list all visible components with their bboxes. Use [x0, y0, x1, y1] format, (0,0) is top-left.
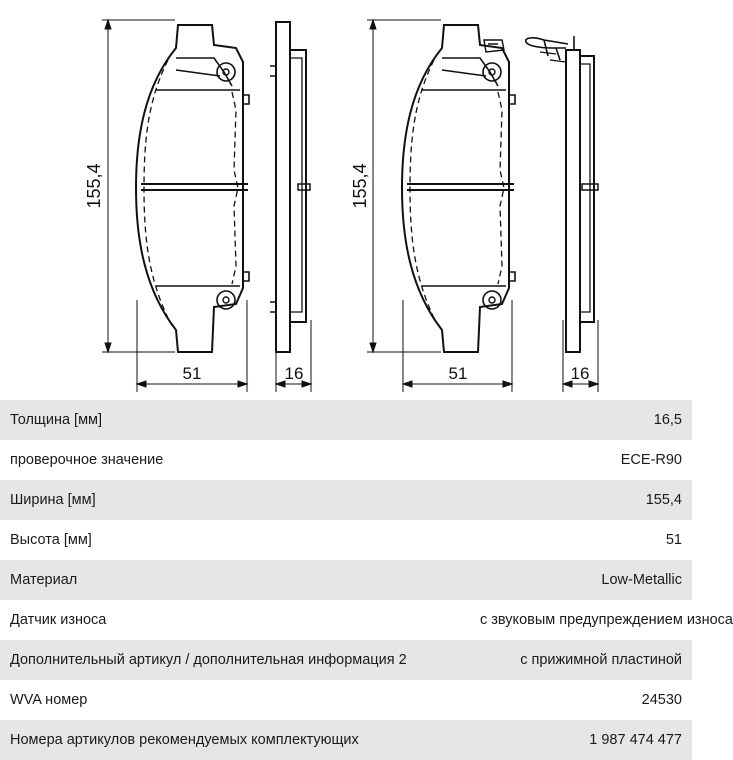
spec-row-thickness — [0, 400, 692, 440]
spec-label: Толщина [мм] — [0, 400, 470, 440]
spec-label: Датчик износа — [0, 600, 470, 640]
spec-row-material — [0, 560, 692, 600]
dimension-lines-left — [102, 20, 311, 392]
spec-value: с звуковым предупреждением износа — [470, 600, 692, 640]
spec-value: 24530 — [470, 680, 692, 720]
spec-row-wva-number — [0, 680, 692, 720]
spec-label: Высота [мм] — [0, 520, 470, 560]
width-dimension-right: 51 — [448, 364, 468, 383]
width-dimension-left: 51 — [182, 364, 202, 383]
spec-row-recommended-parts — [0, 720, 692, 760]
height-dimension-left: 155,4 — [84, 163, 104, 209]
spec-value: 1 987 474 477 — [470, 720, 692, 760]
brake-pad-side-view-left — [270, 22, 310, 352]
spec-value: Low-Metallic — [470, 560, 692, 600]
spec-value: с прижимной пластиной — [470, 640, 692, 680]
spec-value: 155,4 — [470, 480, 692, 520]
spec-row-test-value — [0, 440, 692, 480]
height-dimension-right: 155,4 — [350, 163, 370, 209]
brake-pad-side-view-right — [526, 36, 598, 352]
brake-pad-front-view-right — [402, 25, 515, 352]
spec-row-wear-sensor — [0, 600, 692, 640]
spec-label: Материал — [0, 560, 470, 600]
specification-table — [0, 400, 733, 760]
spec-label: WVA номер — [0, 680, 470, 720]
brake-pad-front-view-left — [136, 25, 249, 352]
thickness-dimension-right: 16 — [570, 364, 590, 383]
thickness-dimension-left: 16 — [284, 364, 304, 383]
spec-label: Дополнительный артикул / дополнительная информация 2 — [0, 640, 470, 680]
spec-value: ECE-R90 — [470, 440, 692, 480]
spec-label: Номера артикулов рекомендуемых комплектующих — [0, 720, 470, 760]
spec-label: Ширина [мм] — [0, 480, 470, 520]
spec-value: 51 — [470, 520, 692, 560]
spec-label: проверочное значение — [0, 440, 470, 480]
spec-value: 16,5 — [470, 400, 692, 440]
spec-row-additional-info — [0, 640, 692, 680]
technical-drawing — [0, 0, 692, 400]
spec-row-width — [0, 480, 692, 520]
spec-row-height — [0, 520, 692, 560]
